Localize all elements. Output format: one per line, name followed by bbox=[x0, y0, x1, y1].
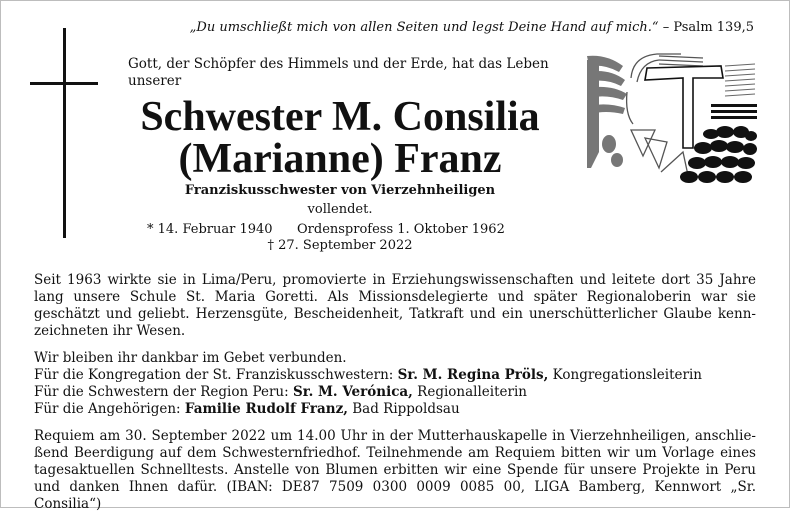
paragraph-line: geschätzt und geliebt. Herzensgüte, Bescheidenheit, Tatkraft und ein unerschütterlicher Glaube kenn- bbox=[34, 306, 756, 322]
name-line-1: Schwester M. Consilia bbox=[140, 94, 540, 140]
paragraph-line: Requiem am 30. September 2022 um 14.00 Uhr in der Mutterhauskapelle in Vierzehnheiligen, anschlie- bbox=[34, 428, 756, 444]
psalm-text: „Du umschließt mich von allen Seiten und legst Deine Hand auf mich.“ bbox=[189, 20, 659, 35]
completed-text: vollendet. bbox=[307, 202, 373, 217]
paragraph-line: und danken Ihnen dafür. (IBAN: DE87 7509 0300 0009 0085 00, LIGA Bamberg, Kennwort „Sr. Consilia“) bbox=[34, 479, 756, 512]
mourner-prefix: Für die Schwestern der Region Peru: bbox=[34, 384, 289, 400]
mourner-prefix: Für die Kongregation der St. Franziskusschwestern: bbox=[34, 367, 394, 383]
mourner-name: Sr. M. Regina Pröls, bbox=[397, 367, 549, 383]
mourner-name: Familie Rudolf Franz, bbox=[184, 401, 348, 417]
mourner-role: Regionalleiterin bbox=[417, 384, 527, 400]
psalm-quote bbox=[190, 20, 754, 35]
psalm-reference: – Psalm 139,5 bbox=[662, 20, 754, 35]
profession-date: Ordensprofess 1. Oktober 1962 bbox=[297, 222, 505, 237]
mourner-line-family bbox=[34, 401, 756, 418]
paragraph-line: ßend Beerdigung auf dem Schwesternfriedhof. Teilnehmende am Requiem bitten wir um Vorlage eines bbox=[34, 445, 756, 461]
biography-paragraph bbox=[34, 272, 756, 340]
life-dates bbox=[147, 222, 505, 237]
requiem-paragraph bbox=[34, 428, 756, 513]
franciscan-emblem-icon bbox=[585, 52, 757, 186]
paragraph-line: tagesaktuellen Schnelltests. Anstelle von Blumen erbitten wir eine Spende für unsere Projekte in Peru bbox=[34, 462, 756, 478]
paragraph-line: Seit 1963 wirkte sie in Lima/Peru, promovierte in Erziehungswissenschaften und leitete dort 35 Jahre bbox=[34, 272, 756, 288]
intro-text bbox=[128, 56, 568, 90]
deceased-name bbox=[110, 96, 570, 180]
intro-line: Gott, der Schöpfer des Himmels und der Erde, hat das Leben bbox=[128, 56, 549, 72]
mourner-name: Sr. M. Verónica, bbox=[292, 384, 413, 400]
mourner-prefix: Für die Angehörigen: bbox=[34, 401, 181, 417]
cross-icon bbox=[30, 28, 98, 238]
paragraph-line: zeichneten ihr Wesen. bbox=[34, 323, 186, 339]
intro-line: unserer bbox=[128, 73, 182, 89]
religious-order: Franziskusschwester von Vierzehnheiligen bbox=[184, 183, 496, 198]
mourner-line-congregation bbox=[34, 367, 756, 384]
mourners-intro: Wir bleiben ihr dankbar im Gebet verbunden. bbox=[34, 350, 347, 366]
death-date: † 27. September 2022 bbox=[267, 238, 413, 253]
mourner-place: Bad Rippoldsau bbox=[352, 401, 460, 417]
birth-date: * 14. Februar 1940 bbox=[147, 222, 273, 237]
notice-body bbox=[34, 272, 756, 513]
mourner-role: Kongregationsleiterin bbox=[552, 367, 702, 383]
paragraph-line: lang unsere Schule St. Maria Goretti. Als Missionsdelegierte und später Regionaloberin war sie bbox=[34, 289, 756, 305]
name-line-2: (Marianne) Franz bbox=[178, 136, 502, 182]
mourners-paragraph bbox=[34, 350, 756, 418]
mourner-line-region bbox=[34, 384, 756, 401]
